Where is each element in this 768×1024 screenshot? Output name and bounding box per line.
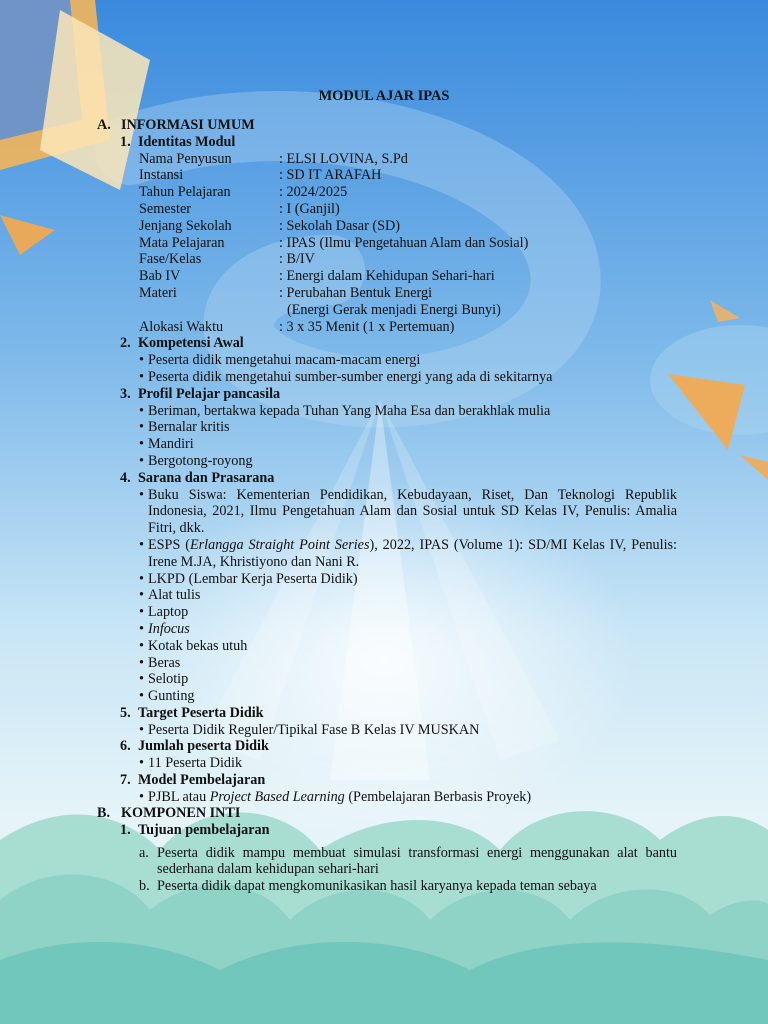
identity-value: : IPAS (Ilmu Pengetahuan Alam dan Sosial) [279, 234, 529, 251]
identity-value: : Perubahan Bentuk Energi [279, 284, 433, 301]
section-komponen-inti [97, 805, 677, 895]
list-item [139, 671, 677, 688]
subsection-kompetensi-awal [120, 335, 677, 385]
list-marker: b. [139, 878, 150, 895]
identity-row [139, 302, 677, 319]
text-run: PJBL atau [148, 788, 210, 805]
list-item [139, 587, 677, 604]
bullet-icon: • [139, 570, 144, 587]
subsection-title: Identitas Modul [138, 133, 236, 150]
subsection-heading [120, 705, 677, 722]
list-item [139, 436, 677, 453]
identity-value: : I (Ganjil) [279, 200, 340, 217]
section-letter: B. [97, 805, 111, 821]
identity-key: Fase/Kelas [139, 251, 202, 268]
list-item-text: Beriman, bertakwa kepada Tuhan Yang Maha Esa dan berakhlak mulia [148, 402, 551, 419]
list-item-text [148, 537, 677, 571]
list-item-text: Mandiri [148, 436, 194, 453]
ordered-list-item [139, 878, 677, 895]
subsection-number: 2. [120, 335, 131, 352]
section-heading [97, 805, 677, 822]
identity-key: Tahun Pelajaran [139, 184, 231, 201]
list-item-text: 11 Peserta Didik [148, 755, 243, 772]
list-item [139, 688, 677, 705]
identity-row [139, 184, 677, 201]
list-item [139, 755, 677, 772]
subsection-heading [120, 470, 677, 487]
subsection-title: Model Pembelajaran [138, 772, 266, 789]
bullet-icon: • [139, 604, 144, 621]
subsection-title: Profil Pelajar pancasila [138, 385, 281, 402]
identity-value: : B/IV [279, 251, 315, 268]
list-item-text: LKPD (Lembar Kerja Peserta Didik) [148, 570, 358, 587]
subsection-tujuan-pembelajaran [120, 822, 677, 895]
bullet-icon: • [139, 436, 144, 453]
bullet-icon: • [139, 620, 144, 637]
list-item-text: Peserta didik mengetahui sumber-sumber energi yang ada di sekitarnya [148, 368, 553, 385]
list-item-text: Infocus [148, 620, 190, 637]
identity-value: : Energi dalam Kehidupan Sehari-hari [279, 268, 495, 285]
list-item [139, 604, 677, 621]
bullet-icon: • [139, 368, 144, 385]
list-item-text: Peserta didik mengetahui macam-macam energi [148, 352, 421, 369]
bullet-icon: • [139, 788, 144, 805]
bullet-icon: • [139, 637, 144, 654]
subsection-title: Jumlah peserta Didik [138, 738, 269, 755]
subsection-title: Target Peserta Didik [138, 704, 264, 721]
section-informasi-umum [97, 117, 677, 806]
section-title: INFORMASI UMUM [121, 117, 255, 133]
identity-row [139, 319, 677, 336]
list-item-text: Alat tulis [148, 587, 201, 604]
bullet-icon: • [139, 721, 144, 738]
subsection-heading [120, 822, 677, 839]
identity-value: : 3 x 35 Menit (1 x Pertemuan) [279, 318, 455, 335]
list-item-text: Beras [148, 654, 181, 671]
subsection-heading [120, 134, 677, 151]
list-item [139, 571, 677, 588]
list-item [139, 403, 677, 420]
list-item [139, 655, 677, 672]
italic-term: Project Based Learning [209, 788, 345, 805]
subsection-target-peserta [120, 705, 677, 739]
identity-key: Alokasi Waktu [139, 318, 224, 335]
identity-row [139, 218, 677, 235]
subsection-model-pembelajaran [120, 772, 677, 806]
list-item [139, 352, 677, 369]
subsection-number: 4. [120, 469, 131, 486]
identity-key: Mata Pelajaran [139, 234, 225, 251]
identity-row [139, 201, 677, 218]
identity-value: : Sekolah Dasar (SD) [279, 217, 400, 234]
identity-row [139, 268, 677, 285]
bullet-icon: • [139, 755, 144, 772]
subsection-number: 1. [120, 133, 131, 150]
bullet-icon: • [139, 587, 144, 604]
subsection-sarana-prasarana [120, 470, 677, 705]
bullet-icon: • [139, 536, 144, 553]
identity-key: Instansi [139, 167, 184, 184]
list-item [139, 419, 677, 436]
bullet-icon: • [139, 654, 144, 671]
subsection-number: 7. [120, 772, 131, 789]
list-item-text: Bernalar kritis [148, 419, 230, 436]
page-title: MODUL AJAR IPAS [318, 88, 450, 104]
list-item [139, 537, 677, 571]
identity-value: : 2024/2025 [279, 184, 348, 201]
subsection-title: Sarana dan Prasarana [138, 469, 275, 486]
list-item [139, 789, 677, 806]
list-item-text: Gunting [148, 688, 195, 705]
identity-key: Semester [139, 200, 192, 217]
bullet-icon: • [139, 688, 144, 705]
identity-key [139, 302, 279, 319]
subsection-profil-pelajar [120, 386, 677, 470]
list-item [139, 487, 677, 537]
bullet-icon: • [139, 419, 144, 436]
subsection-number: 1. [120, 821, 131, 838]
list-item [139, 638, 677, 655]
identity-value: (Energi Gerak menjadi Energi Bunyi) [287, 301, 501, 318]
list-item-text: Peserta didik mampu membuat simulasi transformasi energi menggunakan alat bantu sederhana dalam kehidupan sehari-hari [157, 844, 677, 878]
list-item [139, 453, 677, 470]
identity-value: : ELSI LOVINA, S.Pd [279, 150, 408, 167]
list-item-text: Kotak bekas utuh [148, 637, 248, 654]
identity-key: Materi [139, 284, 177, 301]
subsection-heading [120, 335, 677, 352]
bullet-icon: • [139, 452, 144, 469]
subsection-number: 5. [120, 704, 131, 721]
subsection-heading [120, 772, 677, 789]
identity-key: Jenjang Sekolah [139, 217, 232, 234]
list-item-text: Bergotong-royong [148, 452, 253, 469]
subsection-number: 6. [120, 738, 131, 755]
text-run: (Pembelajaran Berbasis Proyek) [344, 788, 532, 805]
identity-key: Nama Penyusun [139, 150, 232, 167]
bullet-icon: • [139, 671, 144, 688]
list-item-text: Buku Siswa: Kementerian Pendidikan, Kebudayaan, Riset, Dan Teknologi Republik Indonesia, 2021, Ilmu Pengetahuan Alam dan Sosial untuk SD Kelas IV, Penulis: Amalia Fitri, dkk. [148, 486, 677, 537]
bullet-icon: • [139, 352, 144, 369]
section-title: KOMPONEN INTI [121, 805, 241, 821]
ordered-list-item [139, 845, 677, 879]
bullet-icon: • [139, 486, 144, 503]
identity-row [139, 285, 677, 302]
list-item-text: Laptop [148, 604, 189, 621]
identity-key: Bab IV [139, 268, 181, 285]
list-marker: a. [139, 844, 149, 861]
list-item-text [148, 789, 677, 806]
subsection-heading [120, 738, 677, 755]
list-item-text: Peserta didik dapat mengkomunikasikan hasil karyanya kepada teman sebaya [157, 878, 597, 895]
subsection-title: Tujuan pembelajaran [138, 821, 270, 838]
text-run: ESPS ( [148, 536, 190, 553]
identity-value: : SD IT ARAFAH [279, 167, 382, 184]
subsection-identitas-modul [120, 134, 677, 336]
list-item-text: Selotip [148, 671, 189, 688]
section-heading [97, 117, 677, 134]
subsection-jumlah-peserta [120, 738, 677, 772]
list-item [139, 722, 677, 739]
text-run: ), 2022, IPAS (Volume 1): SD/MI Kelas IV, Penulis: Irene M.JA, Khristiyono dan Nani R. [148, 536, 677, 570]
identity-row [139, 235, 677, 252]
italic-title: Erlangga Straight Point Series [189, 536, 370, 553]
subsection-title: Kompetensi Awal [138, 335, 244, 352]
list-item-text: Peserta Didik Reguler/Tipikal Fase B Kelas IV MUSKAN [148, 721, 480, 738]
subsection-heading [120, 386, 677, 403]
subsection-number: 3. [120, 385, 131, 402]
bullet-icon: • [139, 402, 144, 419]
identity-row [139, 151, 677, 168]
identity-row [139, 167, 677, 184]
identity-row [139, 251, 677, 268]
section-letter: A. [97, 117, 111, 133]
list-item [139, 621, 677, 638]
list-item [139, 369, 677, 386]
